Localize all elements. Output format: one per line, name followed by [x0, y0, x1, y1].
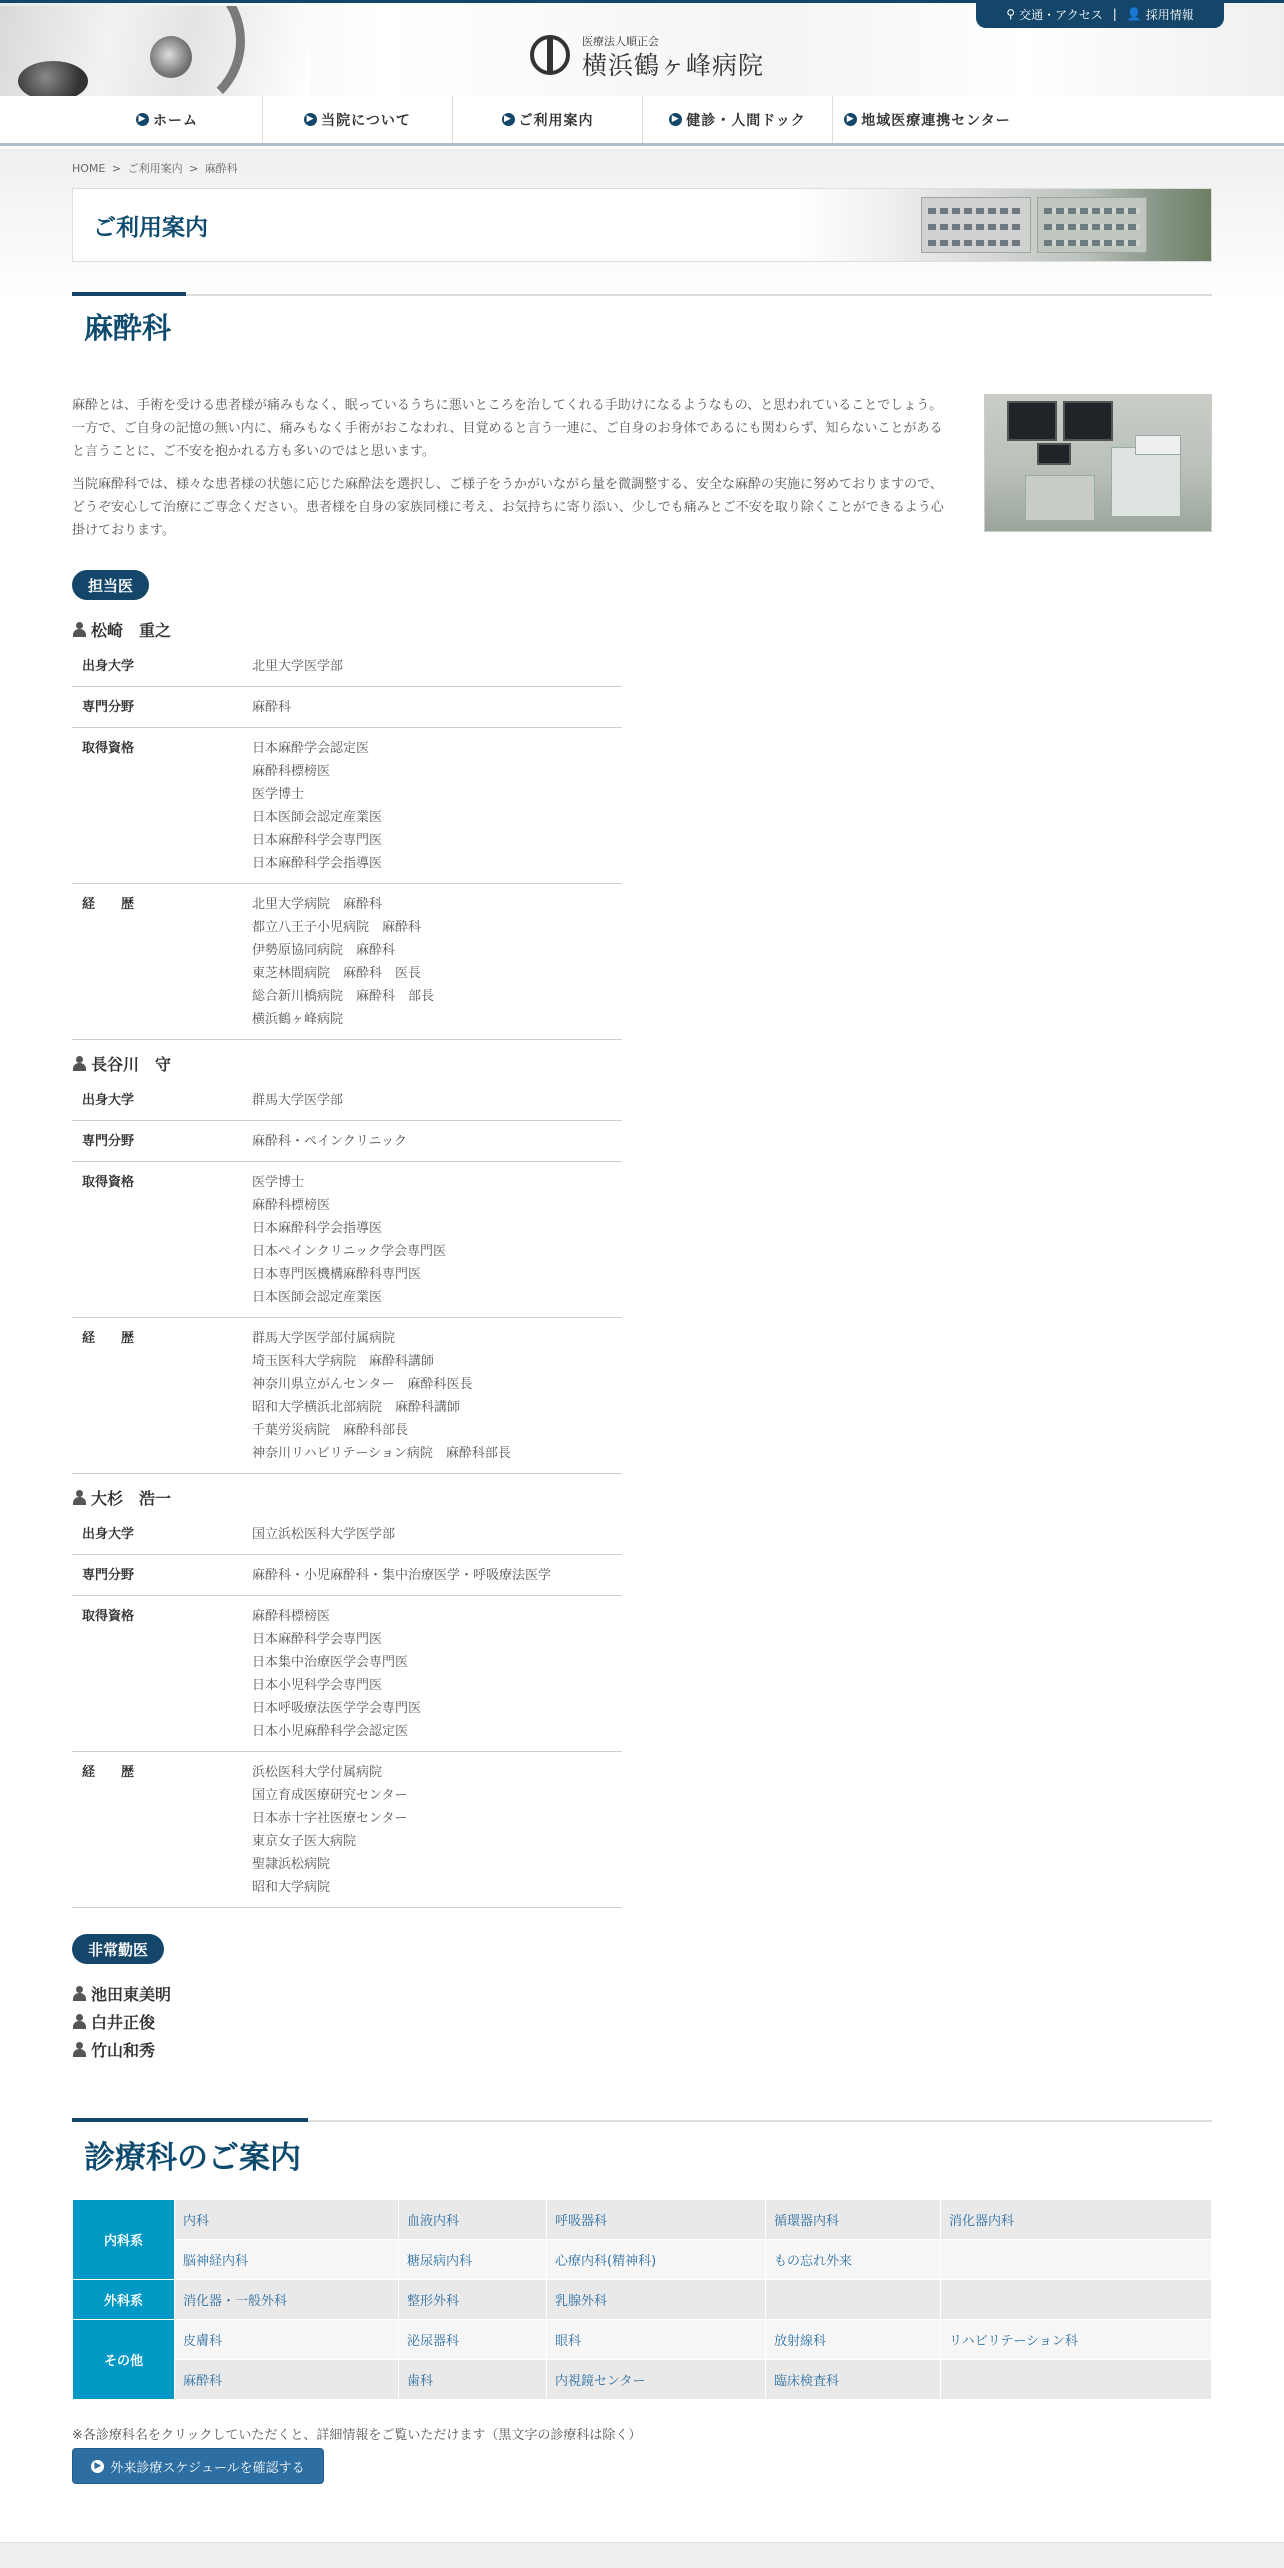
- department-guide-table: [72, 2199, 1212, 2400]
- dept-empty-cell: [766, 2280, 941, 2320]
- doctor-profile-table: [72, 1080, 622, 1474]
- schedule-button[interactable]: [72, 2448, 324, 2484]
- doctor-name: [72, 618, 171, 641]
- doctor-name-text: 大杉 浩一: [91, 1489, 172, 1508]
- nav-label: 当院について: [321, 112, 411, 129]
- breadcrumb: [72, 160, 241, 176]
- department-title: 麻酔科: [84, 311, 172, 345]
- table-row: [72, 1080, 622, 1121]
- table-row: [72, 728, 622, 884]
- doctor-icon: [72, 622, 87, 637]
- row-label: 専門分野: [72, 1555, 242, 1596]
- doctor-icon: [72, 1490, 87, 1505]
- list-item: 国立育成医療研究センター: [252, 1788, 408, 1803]
- section-rule: [72, 2120, 1212, 2122]
- list-item: 日本麻酔学会認定医: [252, 741, 370, 756]
- university-value: 北里大学医学部: [242, 646, 622, 687]
- table-row: [72, 1752, 622, 1908]
- dept-link[interactable]: リハビリテーション科: [941, 2320, 1212, 2360]
- dept-link[interactable]: 内科: [175, 2200, 399, 2240]
- user-icon: 👤: [1126, 7, 1142, 21]
- staff-label: 担当医: [72, 570, 149, 600]
- doctor-name-text: 松崎 重之: [91, 621, 172, 640]
- category-cell: 内科系: [73, 2200, 175, 2280]
- access-link[interactable]: [1006, 6, 1102, 23]
- list-item: 横浜鶴ヶ峰病院: [252, 1012, 344, 1027]
- list-item: 伊勢原協同病院 麻酔科: [252, 943, 396, 958]
- table-row: [72, 687, 622, 728]
- breadcrumb-sep: >: [111, 162, 122, 175]
- breadcrumb-parent[interactable]: ご利用案内: [127, 162, 183, 175]
- nav-item-regional[interactable]: [832, 96, 1022, 143]
- list-item: 日本集中治療医学会専門医: [252, 1655, 409, 1670]
- dept-link[interactable]: 心療内科(精神科): [547, 2240, 766, 2280]
- section-rule: [72, 294, 1212, 296]
- list-item: 東芝林間病院 麻酔科 医長: [252, 966, 422, 981]
- breadcrumb-current: 麻酔科: [204, 162, 238, 175]
- dept-link[interactable]: 内視鏡センター: [547, 2360, 766, 2400]
- department-note: ※各診療科名をクリックしていただくと、詳細情報をご覧いただけます（黒文字の診療科は除く）: [72, 2428, 642, 2443]
- nav-item-home[interactable]: [72, 96, 262, 143]
- department-intro: [72, 394, 954, 552]
- top-utility-bar: [976, 0, 1224, 28]
- dept-link[interactable]: 脳神経内科: [175, 2240, 399, 2280]
- page-title-box: [72, 188, 1212, 262]
- qualifications-list: [242, 1162, 622, 1318]
- schedule-button-label: 外来診療スケジュールを確認する: [110, 2460, 305, 2476]
- table-row: [73, 2200, 1212, 2240]
- nav-label: ご利用案内: [518, 112, 594, 129]
- career-list: [242, 884, 622, 1040]
- list-item: 日本麻酔科学会指導医: [252, 856, 383, 871]
- nav-item-checkup[interactable]: [642, 96, 832, 143]
- table-row: [72, 1121, 622, 1162]
- doctor-icon: [72, 1056, 87, 1071]
- doctor-icon: [72, 2042, 87, 2057]
- list-item: 昭和大学横浜北部病院 麻酔科講師: [252, 1400, 461, 1415]
- specialty-value: 麻酔科・ペインクリニック: [242, 1121, 622, 1162]
- university-value: 国立浜松医科大学医学部: [242, 1514, 622, 1555]
- list-item: 日本医師会認定産業医: [252, 1290, 383, 1305]
- list-item: 北里大学病院 麻酔科: [252, 897, 383, 912]
- doctor-profile-table: [72, 646, 622, 1040]
- list-item: 埼玉医科大学病院 麻酔科講師: [252, 1354, 435, 1369]
- map-pin-icon: ⚲: [1006, 7, 1016, 21]
- dept-link[interactable]: 血液内科: [399, 2200, 547, 2240]
- breadcrumb-sep: >: [189, 162, 199, 175]
- nav-label: 健診・人間ドック: [686, 112, 806, 129]
- hospital-building-image: [801, 189, 1211, 261]
- list-item: 総合新川橋病院 麻酔科 部長: [252, 989, 435, 1004]
- breadcrumb-home[interactable]: HOME: [72, 162, 106, 175]
- access-link-label: 交通・アクセス: [1019, 7, 1103, 22]
- table-row: [72, 1162, 622, 1318]
- dept-link[interactable]: 循環器内科: [766, 2200, 941, 2240]
- nav-label: 地域医療連携センター: [861, 112, 1011, 129]
- table-row: [73, 2360, 1212, 2400]
- list-item: 聖隷浜松病院: [252, 1857, 331, 1872]
- circle-arrow-icon: ▶: [669, 113, 682, 126]
- nav-label: ホーム: [153, 112, 198, 129]
- list-item: 日本麻酔科学会指導医: [252, 1221, 383, 1236]
- list-item: 日本専門医機構麻酔科専門医: [252, 1267, 422, 1282]
- doctor-name-text: 長谷川 守: [91, 1055, 172, 1074]
- hospital-logo[interactable]: [530, 29, 765, 80]
- stethoscope-header-image: [0, 6, 310, 99]
- university-value: 群馬大学医学部: [242, 1080, 622, 1121]
- dept-empty-cell: [941, 2240, 1212, 2280]
- operating-room-image: [984, 394, 1212, 532]
- dept-link[interactable]: 整形外科: [399, 2280, 547, 2320]
- dept-link[interactable]: 呼吸器科: [547, 2200, 766, 2240]
- topbar-divider: |: [1112, 7, 1117, 21]
- intro-paragraph: 当院麻酔科では、様々な患者様の状態に応じた麻酔法を選択し、ご様子をうかがいながら量を微調整する、安全な麻酔の実施に努めておりますので、どうぞ安心して治療にご専念ください。患者様を自身の家族同様に考え、お気持ちに寄り添い、少しでも痛みとご不安を取り除くことができるよう心掛けております。: [72, 477, 944, 538]
- row-label: 専門分野: [72, 687, 242, 728]
- recruit-link[interactable]: [1127, 6, 1194, 23]
- nav-item-guide[interactable]: [452, 96, 642, 143]
- table-row: [72, 1555, 622, 1596]
- category-cell: その他: [73, 2320, 175, 2400]
- qualifications-list: [242, 728, 622, 884]
- list-item: 日本麻酔科学会専門医: [252, 1632, 383, 1647]
- recruit-link-label: 採用情報: [1145, 7, 1194, 22]
- row-label: 経 歴: [72, 1752, 242, 1908]
- row-label: 取得資格: [72, 728, 242, 884]
- dept-link[interactable]: 皮膚科: [175, 2320, 399, 2360]
- row-label: 出身大学: [72, 646, 242, 687]
- row-label: 出身大学: [72, 1080, 242, 1121]
- table-row: [73, 2280, 1212, 2320]
- list-item: 医学博士: [252, 1175, 305, 1190]
- doctor-name: [72, 1486, 171, 1509]
- row-label: 出身大学: [72, 1514, 242, 1555]
- doctor-icon: [72, 1986, 87, 2001]
- list-item: 群馬大学医学部付属病院: [252, 1331, 396, 1346]
- dept-link[interactable]: 泌尿器科: [399, 2320, 547, 2360]
- table-row: [72, 1514, 622, 1555]
- list-item: 日本赤十字社医療センター: [252, 1811, 408, 1826]
- dept-link[interactable]: 消化器・一般外科: [175, 2280, 399, 2320]
- doctor-name-text: 白井正俊: [91, 2013, 156, 2032]
- list-item: 浜松医科大学付属病院: [252, 1765, 383, 1780]
- dept-link[interactable]: 臨床検査科: [766, 2360, 941, 2400]
- list-item: 麻酔科標榜医: [252, 1198, 331, 1213]
- doctor-name-text: 池田東美明: [91, 1985, 172, 2004]
- dept-link[interactable]: 糖尿病内科: [399, 2240, 547, 2280]
- nav-item-about[interactable]: [262, 96, 452, 143]
- list-item: 日本医師会認定産業医: [252, 810, 383, 825]
- global-nav: [0, 96, 1284, 146]
- specialty-value: 麻酔科・小児麻酔科・集中治療医学・呼吸療法医学: [242, 1555, 622, 1596]
- list-item: 日本呼吸療法医学学会専門医: [252, 1701, 422, 1716]
- qualifications-list: [242, 1596, 622, 1752]
- doctor-icon: [72, 2014, 87, 2029]
- table-row: [72, 884, 622, 1040]
- doctor-name-text: 竹山和秀: [91, 2041, 156, 2060]
- footer-band: [0, 2542, 1284, 2568]
- table-row: [72, 646, 622, 687]
- row-label: 経 歴: [72, 1318, 242, 1474]
- row-label: 取得資格: [72, 1596, 242, 1752]
- list-item: 日本小児科学会専門医: [252, 1678, 383, 1693]
- table-row: [72, 1596, 622, 1752]
- department-guide-title: 診療科のご案内: [84, 2140, 301, 2176]
- dept-link[interactable]: 放射線科: [766, 2320, 941, 2360]
- dept-link[interactable]: 消化器内科: [941, 2200, 1212, 2240]
- list-item: 麻酔科標榜医: [252, 764, 331, 779]
- table-row: [72, 1318, 622, 1474]
- list-item: 東京女子医大病院: [252, 1834, 357, 1849]
- category-cell: 外科系: [73, 2280, 175, 2320]
- row-label: 経 歴: [72, 884, 242, 1040]
- career-list: [242, 1318, 622, 1474]
- dept-link[interactable]: 乳腺外科: [547, 2280, 766, 2320]
- nonregular-label: 非常勤医: [72, 1934, 164, 1964]
- specialty-value: 麻酔科: [242, 687, 622, 728]
- row-label: 取得資格: [72, 1162, 242, 1318]
- table-row: [73, 2320, 1212, 2360]
- table-row: [73, 2240, 1212, 2280]
- list-item: 昭和大学病院: [252, 1880, 331, 1895]
- list-item: 医学博士: [252, 787, 305, 802]
- career-list: [242, 1752, 622, 1908]
- row-label: 専門分野: [72, 1121, 242, 1162]
- logo-mark-icon: [530, 35, 570, 75]
- logo-name: 横浜鶴ヶ峰病院: [582, 51, 765, 80]
- dept-empty-cell: [941, 2280, 1212, 2320]
- nonregular-doctor: [72, 2038, 155, 2061]
- list-item: 麻酔科標榜医: [252, 1609, 331, 1624]
- dept-link[interactable]: 歯科: [399, 2360, 547, 2400]
- circle-arrow-icon: ▶: [136, 113, 149, 126]
- nonregular-doctor: [72, 1982, 171, 2005]
- circle-arrow-icon: ▶: [304, 113, 317, 126]
- list-item: 日本小児麻酔科学会認定医: [252, 1724, 409, 1739]
- list-item: 日本ペインクリニック学会専門医: [252, 1244, 446, 1259]
- dept-link[interactable]: もの忘れ外来: [766, 2240, 941, 2280]
- nonregular-doctor: [72, 2010, 155, 2033]
- dept-link[interactable]: 眼科: [547, 2320, 766, 2360]
- doctor-name: [72, 1052, 171, 1075]
- dept-link[interactable]: 麻酔科: [175, 2360, 399, 2400]
- doctor-profile-table: [72, 1514, 622, 1908]
- page-title: ご利用案内: [93, 215, 208, 241]
- list-item: 都立八王子小児病院 麻酔科: [252, 920, 422, 935]
- circle-arrow-icon: ▶: [91, 2460, 104, 2473]
- intro-paragraph: 麻酔とは、手術を受ける患者様が痛みもなく、眠っているうちに悪いところを治してくれる手助けになるようなもの、と思われていることでしょう。一方で、ご自身の記憶の無い内に、痛みもなく手術がおこなわれ、目覚めると言う一連に、ご自身のお身体であるにも関わらず、知らないことがあると言うことに、ご不安を抱かれる方も多いのではと思います。: [72, 398, 943, 459]
- circle-arrow-icon: ▶: [502, 113, 515, 126]
- list-item: 神奈川リハビリテーション病院 麻酔科部長: [252, 1446, 511, 1461]
- logo-subtitle: 医療法人順正会: [582, 35, 659, 48]
- list-item: 日本麻酔科学会専門医: [252, 833, 383, 848]
- circle-arrow-icon: ▶: [844, 113, 857, 126]
- dept-empty-cell: [941, 2360, 1212, 2400]
- list-item: 千葉労災病院 麻酔科部長: [252, 1423, 409, 1438]
- list-item: 神奈川県立がんセンター 麻酔科医長: [252, 1377, 473, 1392]
